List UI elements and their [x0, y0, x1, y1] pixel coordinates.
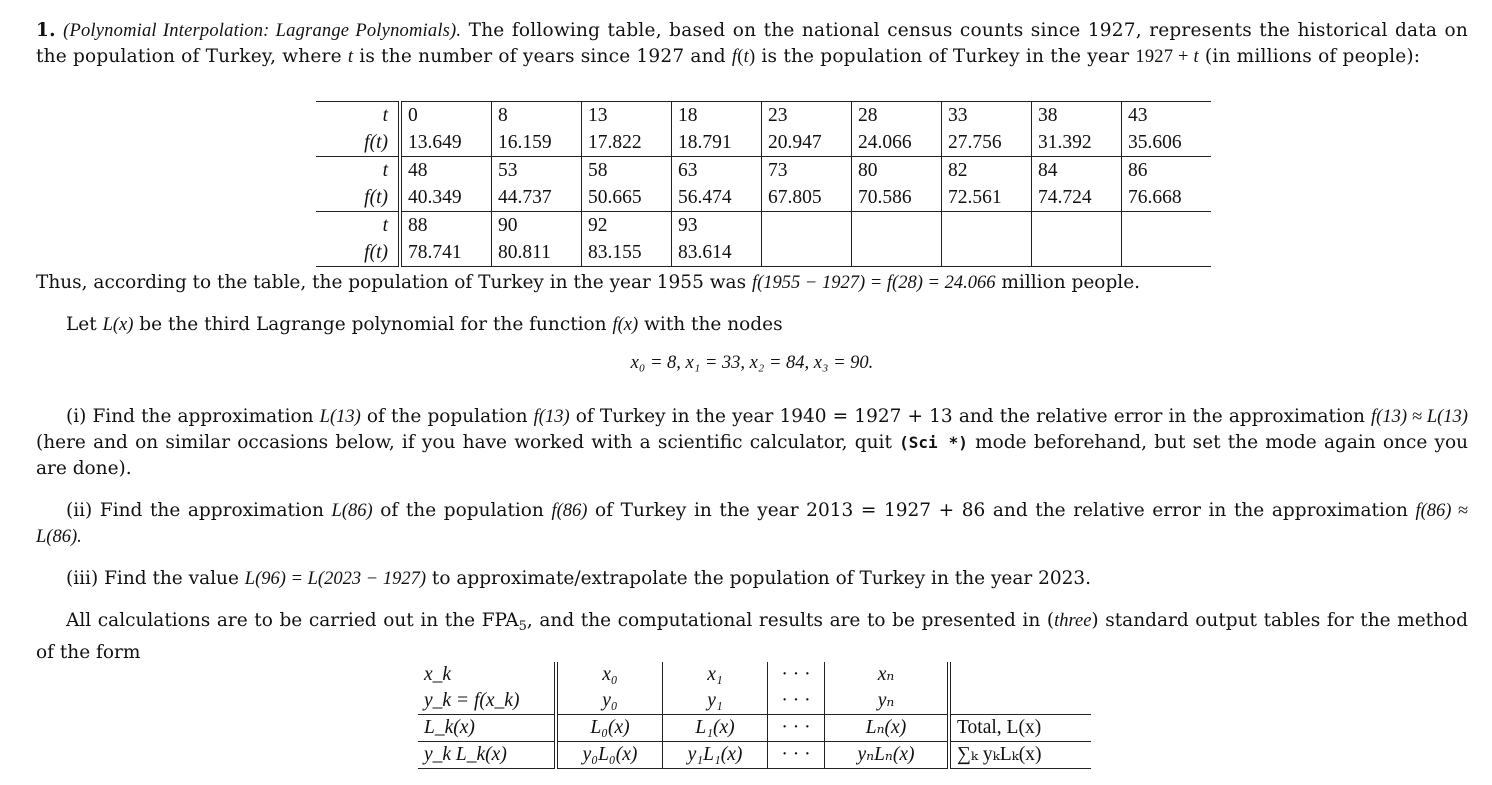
census-cell: 83.614 [672, 239, 762, 267]
census-cell: 18.791 [672, 129, 762, 157]
census-row-t [316, 102, 1211, 130]
format-cell: ∑ₖ yₖLₖ(x) [949, 742, 1091, 769]
census-cell: 88 [400, 212, 492, 240]
census-cell: 56.474 [672, 184, 762, 212]
intro-text-b: is the number of years since 1927 and [359, 46, 726, 67]
census-cell: 18 [672, 102, 762, 130]
census-cell: 23 [762, 102, 852, 130]
census-cell: 86 [1122, 157, 1212, 185]
census-row-label: f(t) [316, 239, 400, 267]
census-row-label: t [316, 212, 400, 240]
census-cell: 35.606 [1128, 131, 1182, 153]
problem-body [36, 270, 1468, 666]
census-cell [1122, 239, 1212, 267]
let-paragraph: Let L(x) be the third Lagrange polynomial for the function f(x) with the nodes [66, 314, 783, 335]
census-cell: 82 [942, 157, 1032, 185]
census-cell: 58 [582, 157, 672, 185]
census-row-t [316, 212, 1211, 240]
intro-text-d: (in millions of people): [1204, 46, 1421, 67]
final-paragraph: All calculations are to be carried out in the $FPA_5$, and the computational results are to be presented in (three) standard output tables for the method of the form [36, 610, 1469, 663]
census-row-label: t [316, 157, 400, 185]
format-cell: y₁L₁(x) [663, 742, 768, 769]
census-cell: 17.822 [582, 129, 672, 157]
census-cell: 38 [1032, 102, 1122, 130]
census-cell: 83.155 [582, 239, 672, 267]
format-cell: yₙ [825, 688, 950, 715]
census-cell: 40.349 [400, 184, 492, 212]
format-cell: x_k [418, 662, 556, 688]
format-cell: L₁(x) [663, 715, 768, 742]
census-cell: 90 [492, 212, 582, 240]
format-cell: y_k L_k(x) [418, 742, 556, 769]
format-cell: x₁ [663, 662, 768, 688]
census-cell [762, 212, 852, 240]
census-cell: 13.649 [400, 129, 492, 157]
census-cell: 24.066 [852, 129, 942, 157]
census-cell: 33 [942, 102, 1032, 130]
census-cell: 76.668 [1128, 186, 1182, 208]
format-cell: · · · [768, 715, 825, 742]
census-cell: 20.947 [762, 129, 852, 157]
sci-mode-label: (Sci *) [899, 433, 968, 452]
census-cell: 70.586 [852, 184, 942, 212]
format-row [418, 742, 1091, 769]
census-cell: 28 [852, 102, 942, 130]
census-cell: 80 [852, 157, 942, 185]
census-row-label: t [316, 102, 400, 130]
output-format-table [418, 662, 1091, 769]
problem-intro: 1. (Polynomial Interpolation: Lagrange Polynomials). The following table, based on the national census counts since 1927, represents the historical data on the population of Turkey, where t is the number of years since 1927 and f(t) is the population of Turkey in the year 1927 + t (in millions of people): [36, 20, 1468, 67]
census-cell [942, 239, 1032, 267]
format-row [418, 715, 1091, 742]
census-cell [852, 212, 942, 240]
census-row-label: f(t) [316, 184, 400, 212]
nodes-equation: x₀ = 8, x₁ = 33, x₂ = 84, x₃ = 90. [630, 353, 874, 373]
problem-title: (Polynomial Interpolation: Lagrange Polynomials). [63, 21, 462, 41]
census-cell: 44.737 [492, 184, 582, 212]
format-cell: · · · [768, 662, 825, 688]
census-cell: 72.561 [942, 184, 1032, 212]
census-cell: 74.724 [1032, 184, 1122, 212]
part-iii: (iii) Find the value L(96) = L(2023 − 1927) to approximate/extrapolate the population of Turkey in the year 2023. [66, 568, 1092, 589]
census-cell: 78.741 [400, 239, 492, 267]
intro-text-c: is the population of Turkey in the year [761, 46, 1130, 67]
census-cell [1032, 239, 1122, 267]
format-cell: L₀(x) [556, 715, 663, 742]
census-cell: 67.805 [762, 184, 852, 212]
census-cell: 84 [1032, 157, 1122, 185]
format-cell: · · · [768, 688, 825, 715]
problem-page [36, 18, 1468, 70]
census-table [316, 101, 1211, 267]
census-row-t [316, 157, 1211, 185]
census-cell: 8 [492, 102, 582, 130]
census-cell: 93 [672, 212, 762, 240]
format-cell [949, 662, 1091, 688]
census-row-f [316, 184, 1211, 212]
census-row-f [316, 129, 1211, 157]
census-cell: 27.756 [942, 129, 1032, 157]
census-cell: 31.392 [1032, 129, 1122, 157]
census-cell [852, 239, 942, 267]
format-cell: y₀ [556, 688, 663, 715]
format-cell: L_k(x) [418, 715, 556, 742]
census-cell: 80.811 [492, 239, 582, 267]
census-cell: 73 [762, 157, 852, 185]
format-row [418, 688, 1091, 715]
census-cell [762, 239, 852, 267]
census-cell [1122, 212, 1212, 240]
census-cell: 48 [400, 157, 492, 185]
thus-paragraph: Thus, according to the table, the population of Turkey in the year 1955 was f(1955 − 1927) = f(28) = 24.066 million people. [36, 272, 1141, 293]
census-cell: 13 [582, 102, 672, 130]
thus-math: f(1955 − 1927) = f(28) = 24.066 [751, 273, 996, 293]
format-cell: · · · [768, 742, 825, 769]
format-cell [949, 688, 1091, 715]
format-cell: Total, L(x) [957, 717, 1042, 738]
census-row-label: f(t) [316, 129, 400, 157]
census-cell [1032, 212, 1122, 240]
part-ii: (ii) Find the approximation L(86) of the population f(86) of Turkey in the year 2013 = 1927 + 86 and the relative error in the approximation f(86) ≈ L(86). [36, 500, 1468, 547]
census-cell: 63 [672, 157, 762, 185]
census-cell: 53 [492, 157, 582, 185]
census-cell: 50.665 [582, 184, 672, 212]
format-cell: y₀L₀(x) [556, 742, 663, 769]
census-cell: 92 [582, 212, 672, 240]
format-cell: yₙLₙ(x) [825, 742, 950, 769]
format-row [418, 662, 1091, 688]
part-i: (i) Find the approximation L(13) of the population f(13) of Turkey in the year 1940 = 1927 + 13 and the relative error in the approximation f(13) ≈ L(13) (here and on similar occasions below, if you have worked with a scientific calculator, quit (Sci *) mode beforehand, but set the mode again once you are done). [36, 406, 1468, 479]
format-cell: y_k = f(x_k) [418, 688, 556, 715]
census-cell: 0 [400, 102, 492, 130]
format-cell: xₙ [825, 662, 950, 688]
format-cell: y₁ [663, 688, 768, 715]
intro-text-a: The following table, based on the national census counts since 1927, represents the historical data on the population of Turkey, where [36, 20, 1468, 67]
format-cell: Lₙ(x) [825, 715, 950, 742]
census-cell: 16.159 [492, 129, 582, 157]
census-cell: 43 [1122, 102, 1212, 130]
problem-number: 1. [36, 20, 56, 41]
census-row-f [316, 239, 1211, 267]
format-cell: x₀ [556, 662, 663, 688]
census-cell [942, 212, 1032, 240]
